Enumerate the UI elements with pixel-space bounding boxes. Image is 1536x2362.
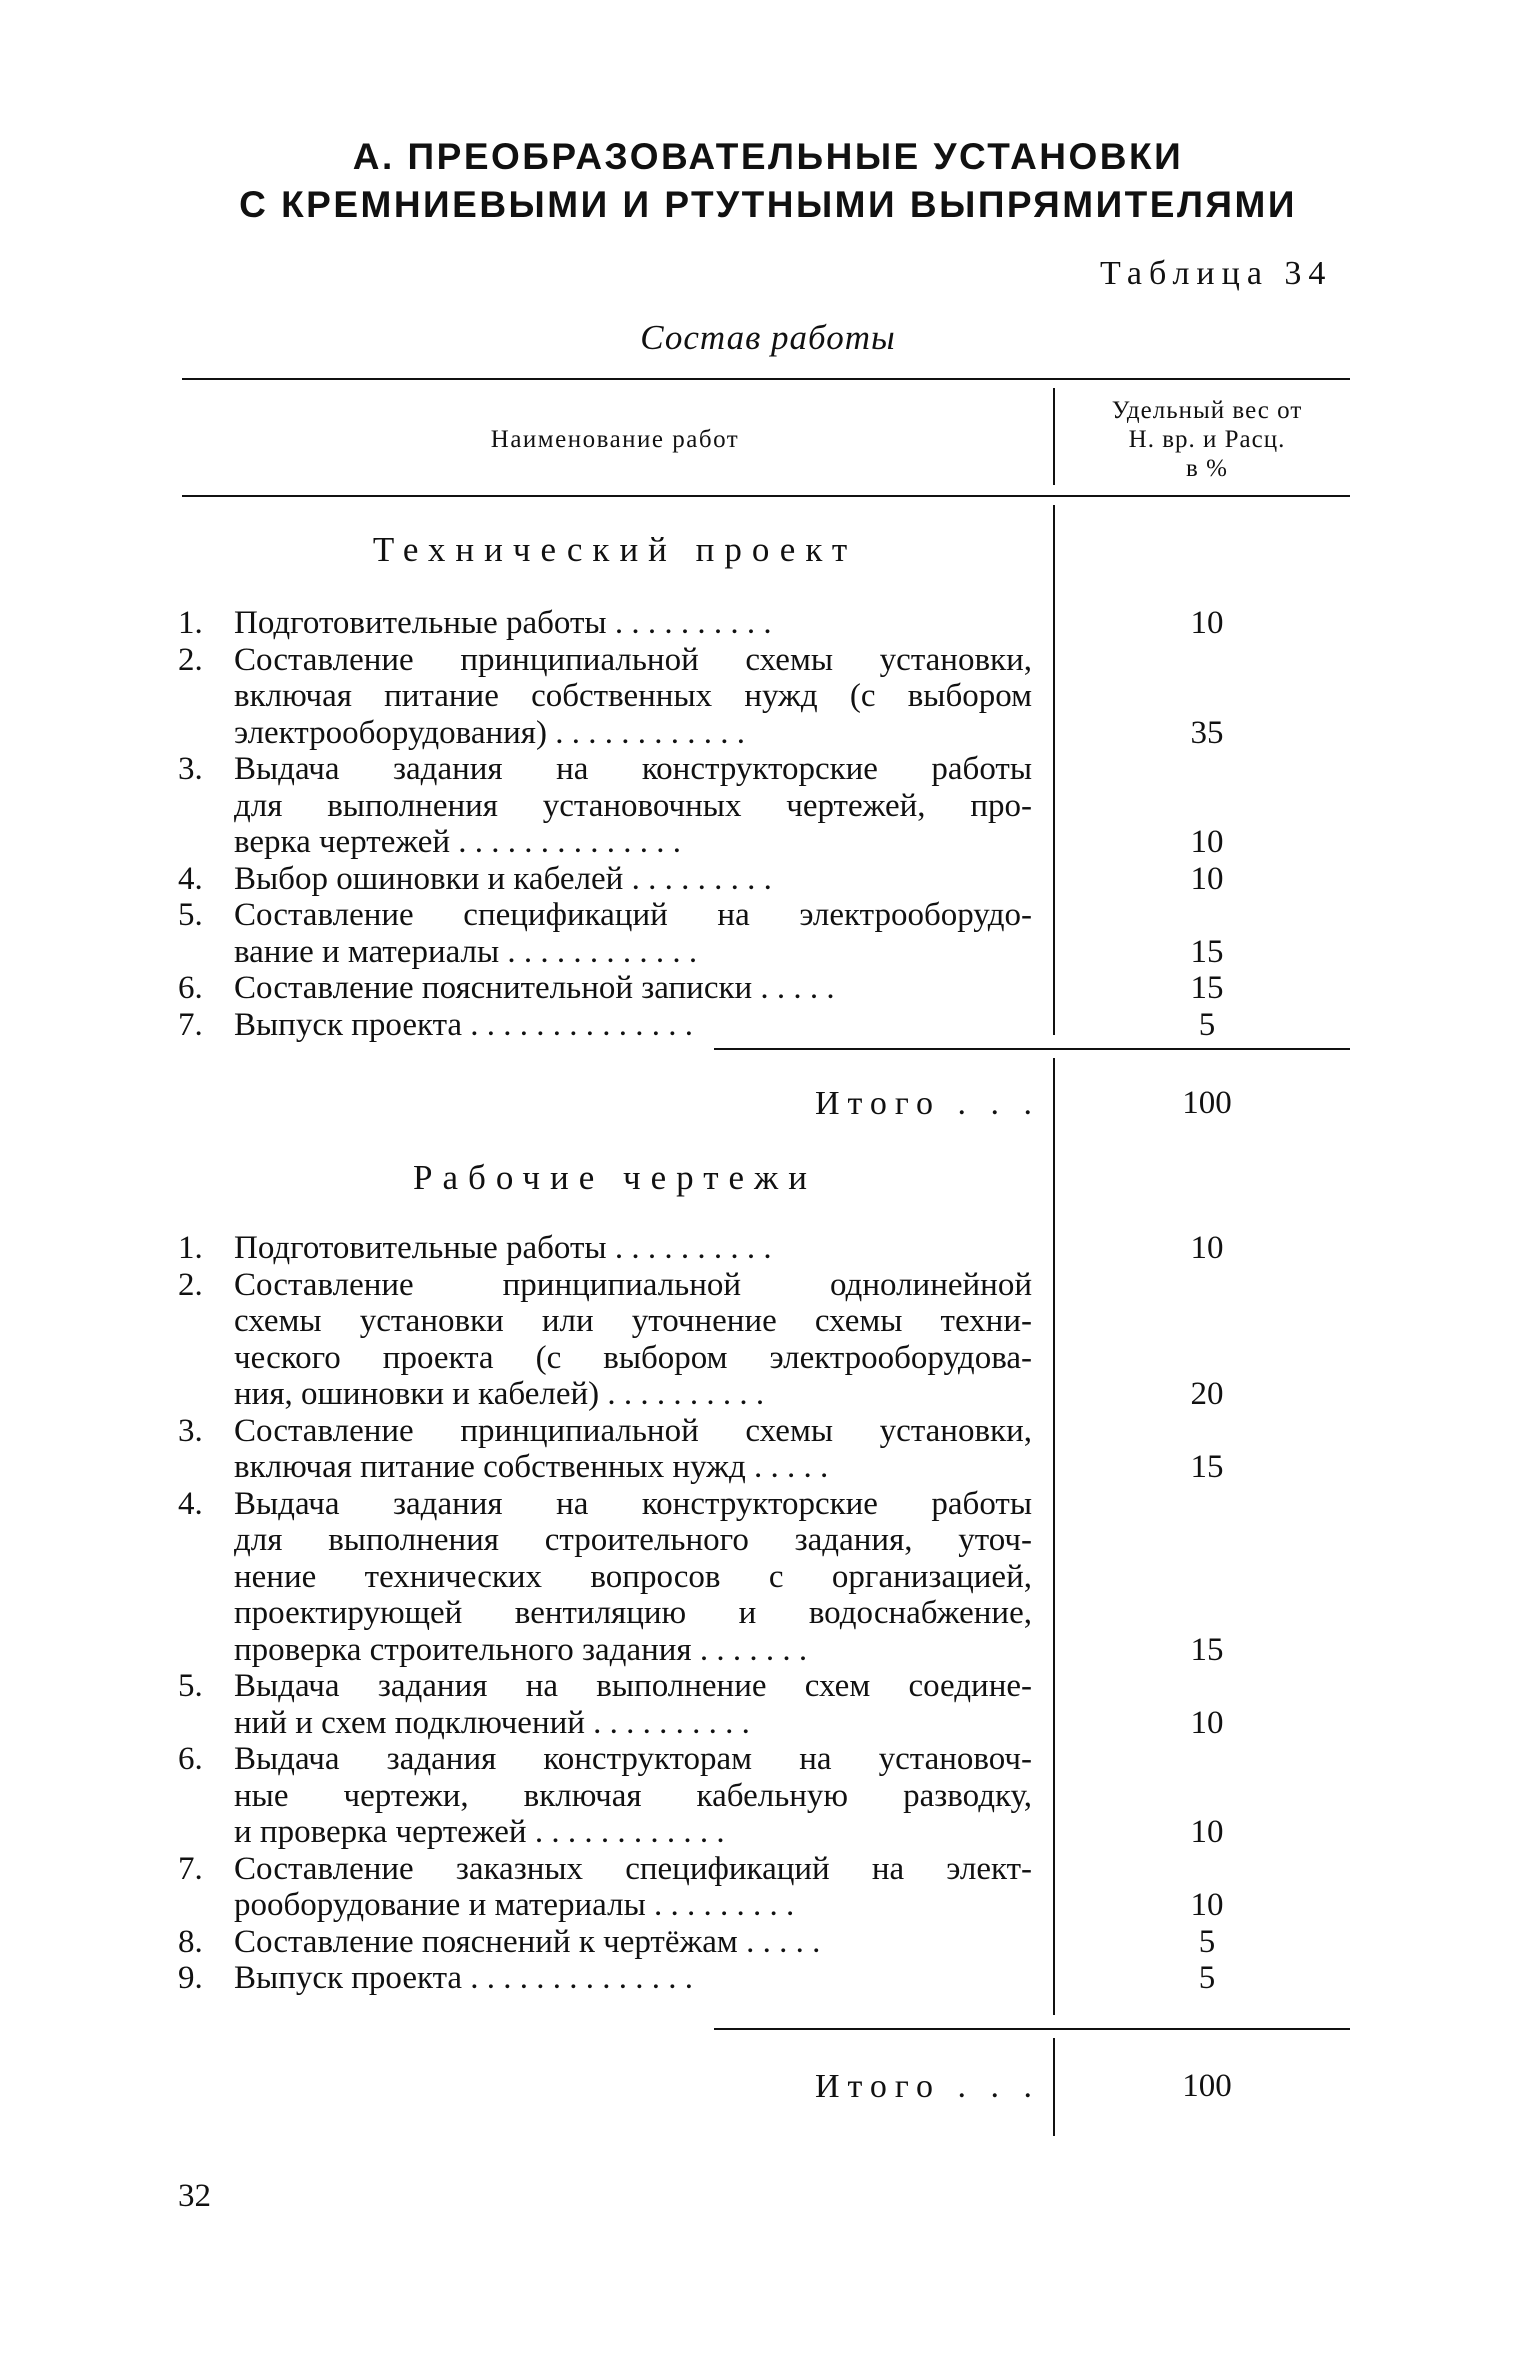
item-number: 6. — [178, 1741, 203, 1777]
item-text-line: Составление принципиальной схемы установки, — [234, 1412, 1032, 1449]
item-text-line: Выдача задания на выполнение схем соедине- — [234, 1668, 1032, 1704]
item-text-line: Выпуск проекта . . . . . . . . . . . . . . — [234, 1006, 694, 1043]
item-text-line: Подготовительные работы . . . . . . . . . . — [234, 605, 772, 641]
item-number: 3. — [178, 751, 203, 787]
item-text-line: схемы установки или уточнение схемы техни- — [234, 1303, 1032, 1339]
item-value: 35 — [1190, 714, 1224, 751]
item-text-line: Составление пояснительной записки . . . . . — [234, 970, 835, 1006]
item-text-line: верка чертежей . . . . . . . . . . . . . . — [234, 824, 682, 860]
item-number: 7. — [178, 1006, 203, 1043]
item-number: 1. — [178, 1230, 203, 1266]
item-value: 5 — [1198, 1923, 1216, 1960]
item-text-line: ния, ошиновки и кабелей) . . . . . . . . . . — [234, 1376, 765, 1412]
item-text-line: Составление заказных спецификаций на элект- — [234, 1850, 1032, 1887]
item-value: 5 — [1198, 1006, 1216, 1043]
item-number: 3. — [178, 1412, 203, 1449]
item-value: 5 — [1198, 1960, 1216, 1996]
section-title: Технический проект — [372, 530, 858, 569]
subtotal-rule-2 — [714, 2028, 1350, 2030]
item-text-line: ческого проекта (с выбором электрооборудова- — [234, 1339, 1032, 1376]
page-number: 32 — [178, 2178, 211, 2214]
item-number: 5. — [178, 897, 203, 933]
body-column-divider-3 — [1053, 2038, 1055, 2136]
item-text-line: Выбор ошиновки и кабелей . . . . . . . . . — [234, 860, 772, 897]
total-value: 100 — [1182, 1085, 1232, 1121]
column-header-value-line: в % — [1186, 455, 1228, 482]
item-value: 10 — [1190, 605, 1224, 641]
item-text-line: электрооборудования) . . . . . . . . . . . . — [234, 714, 745, 751]
item-value: 10 — [1190, 1230, 1224, 1266]
item-number: 2. — [178, 641, 203, 678]
item-value: 15 — [1190, 1449, 1224, 1485]
total-label: Итого . . . — [814, 2068, 1040, 2105]
item-value: 10 — [1190, 860, 1224, 897]
total-value: 100 — [1182, 2068, 1232, 2104]
item-text-line: и проверка чертежей . . . . . . . . . . . . — [234, 1814, 725, 1850]
heading-line-2: С КРЕМНИЕВЫМИ И РТУТНЫМИ ВЫПРЯМИТЕЛЯМИ — [239, 184, 1297, 225]
item-text-line: Выдача задания конструкторам на установоч- — [234, 1741, 1032, 1777]
item-value: 10 — [1190, 824, 1224, 860]
item-text-line: проектирующей вентиляцию и водоснабжение, — [234, 1595, 1032, 1631]
item-text-line: включая питание собственных нужд . . . . . — [234, 1449, 829, 1485]
column-header-name: Наименование работ — [490, 426, 740, 453]
item-value: 10 — [1190, 1887, 1224, 1923]
total-label: Итого . . . — [814, 1085, 1040, 1122]
header-column-divider — [1053, 388, 1055, 485]
body-column-divider-1 — [1053, 505, 1055, 1035]
item-text-line: ные чертежи, включая кабельную разводку, — [234, 1777, 1032, 1814]
item-text-line: Составление принципиальной однолинейной — [234, 1266, 1032, 1303]
item-text-line: Составление спецификаций на электрооборудо- — [234, 897, 1032, 933]
item-number: 5. — [178, 1668, 203, 1704]
item-text-line: для выполнения строительного задания, уточ- — [234, 1522, 1032, 1558]
column-header-value-line: Н. вр. и Расц. — [1128, 426, 1286, 453]
item-text-line: Выдача задания на конструкторские работы — [234, 1485, 1032, 1522]
item-number: 9. — [178, 1960, 203, 1996]
item-text-line: Выпуск проекта . . . . . . . . . . . . . . — [234, 1960, 694, 1996]
item-value: 10 — [1190, 1704, 1224, 1741]
column-header-value-line: Удельный вес от — [1111, 397, 1303, 424]
subtotal-rule-1 — [714, 1048, 1350, 1050]
item-number: 8. — [178, 1923, 203, 1960]
item-text-line: Составление принципиальной схемы установки, — [234, 641, 1032, 678]
item-text-line: нение технических вопросов с организацией, — [234, 1558, 1032, 1595]
item-value: 20 — [1190, 1376, 1224, 1412]
item-number: 4. — [178, 860, 203, 897]
table-top-rule — [182, 378, 1350, 380]
item-number: 6. — [178, 970, 203, 1006]
item-text-line: Подготовительные работы . . . . . . . . . . — [234, 1230, 772, 1266]
item-text-line: Выдача задания на конструкторские работы — [234, 751, 1032, 787]
item-value: 15 — [1190, 1631, 1224, 1668]
item-value: 15 — [1190, 933, 1224, 970]
item-number: 2. — [178, 1266, 203, 1303]
item-text-line: для выполнения установочных чертежей, про- — [234, 787, 1032, 824]
item-text-line: ний и схем подключений . . . . . . . . . . — [234, 1704, 750, 1741]
table-caption: Состав работы — [640, 318, 896, 357]
item-number: 4. — [178, 1485, 203, 1522]
table-number: Таблица 34 — [1100, 255, 1333, 292]
item-text-line: проверка строительного задания . . . . . . . — [234, 1631, 808, 1668]
item-text-line: рооборудование и материалы . . . . . . . . . — [234, 1887, 795, 1923]
item-text-line: вание и материалы . . . . . . . . . . . . — [234, 933, 698, 970]
item-text-line: включая питание собственных нужд (с выбором — [234, 678, 1032, 714]
item-value: 15 — [1190, 970, 1224, 1006]
item-value: 10 — [1190, 1814, 1224, 1850]
column-header-value — [1057, 396, 1357, 483]
header-bottom-rule — [182, 495, 1350, 497]
item-text-line: Составление пояснений к чертёжам . . . . . — [234, 1923, 821, 1960]
section-title: Рабочие чертежи — [413, 1158, 817, 1197]
body-column-divider-2 — [1053, 1058, 1055, 2015]
heading-line-1: А. ПРЕОБРАЗОВАТЕЛЬНЫЕ УСТАНОВКИ — [352, 136, 1184, 177]
item-number: 1. — [178, 605, 203, 641]
item-number: 7. — [178, 1850, 203, 1887]
